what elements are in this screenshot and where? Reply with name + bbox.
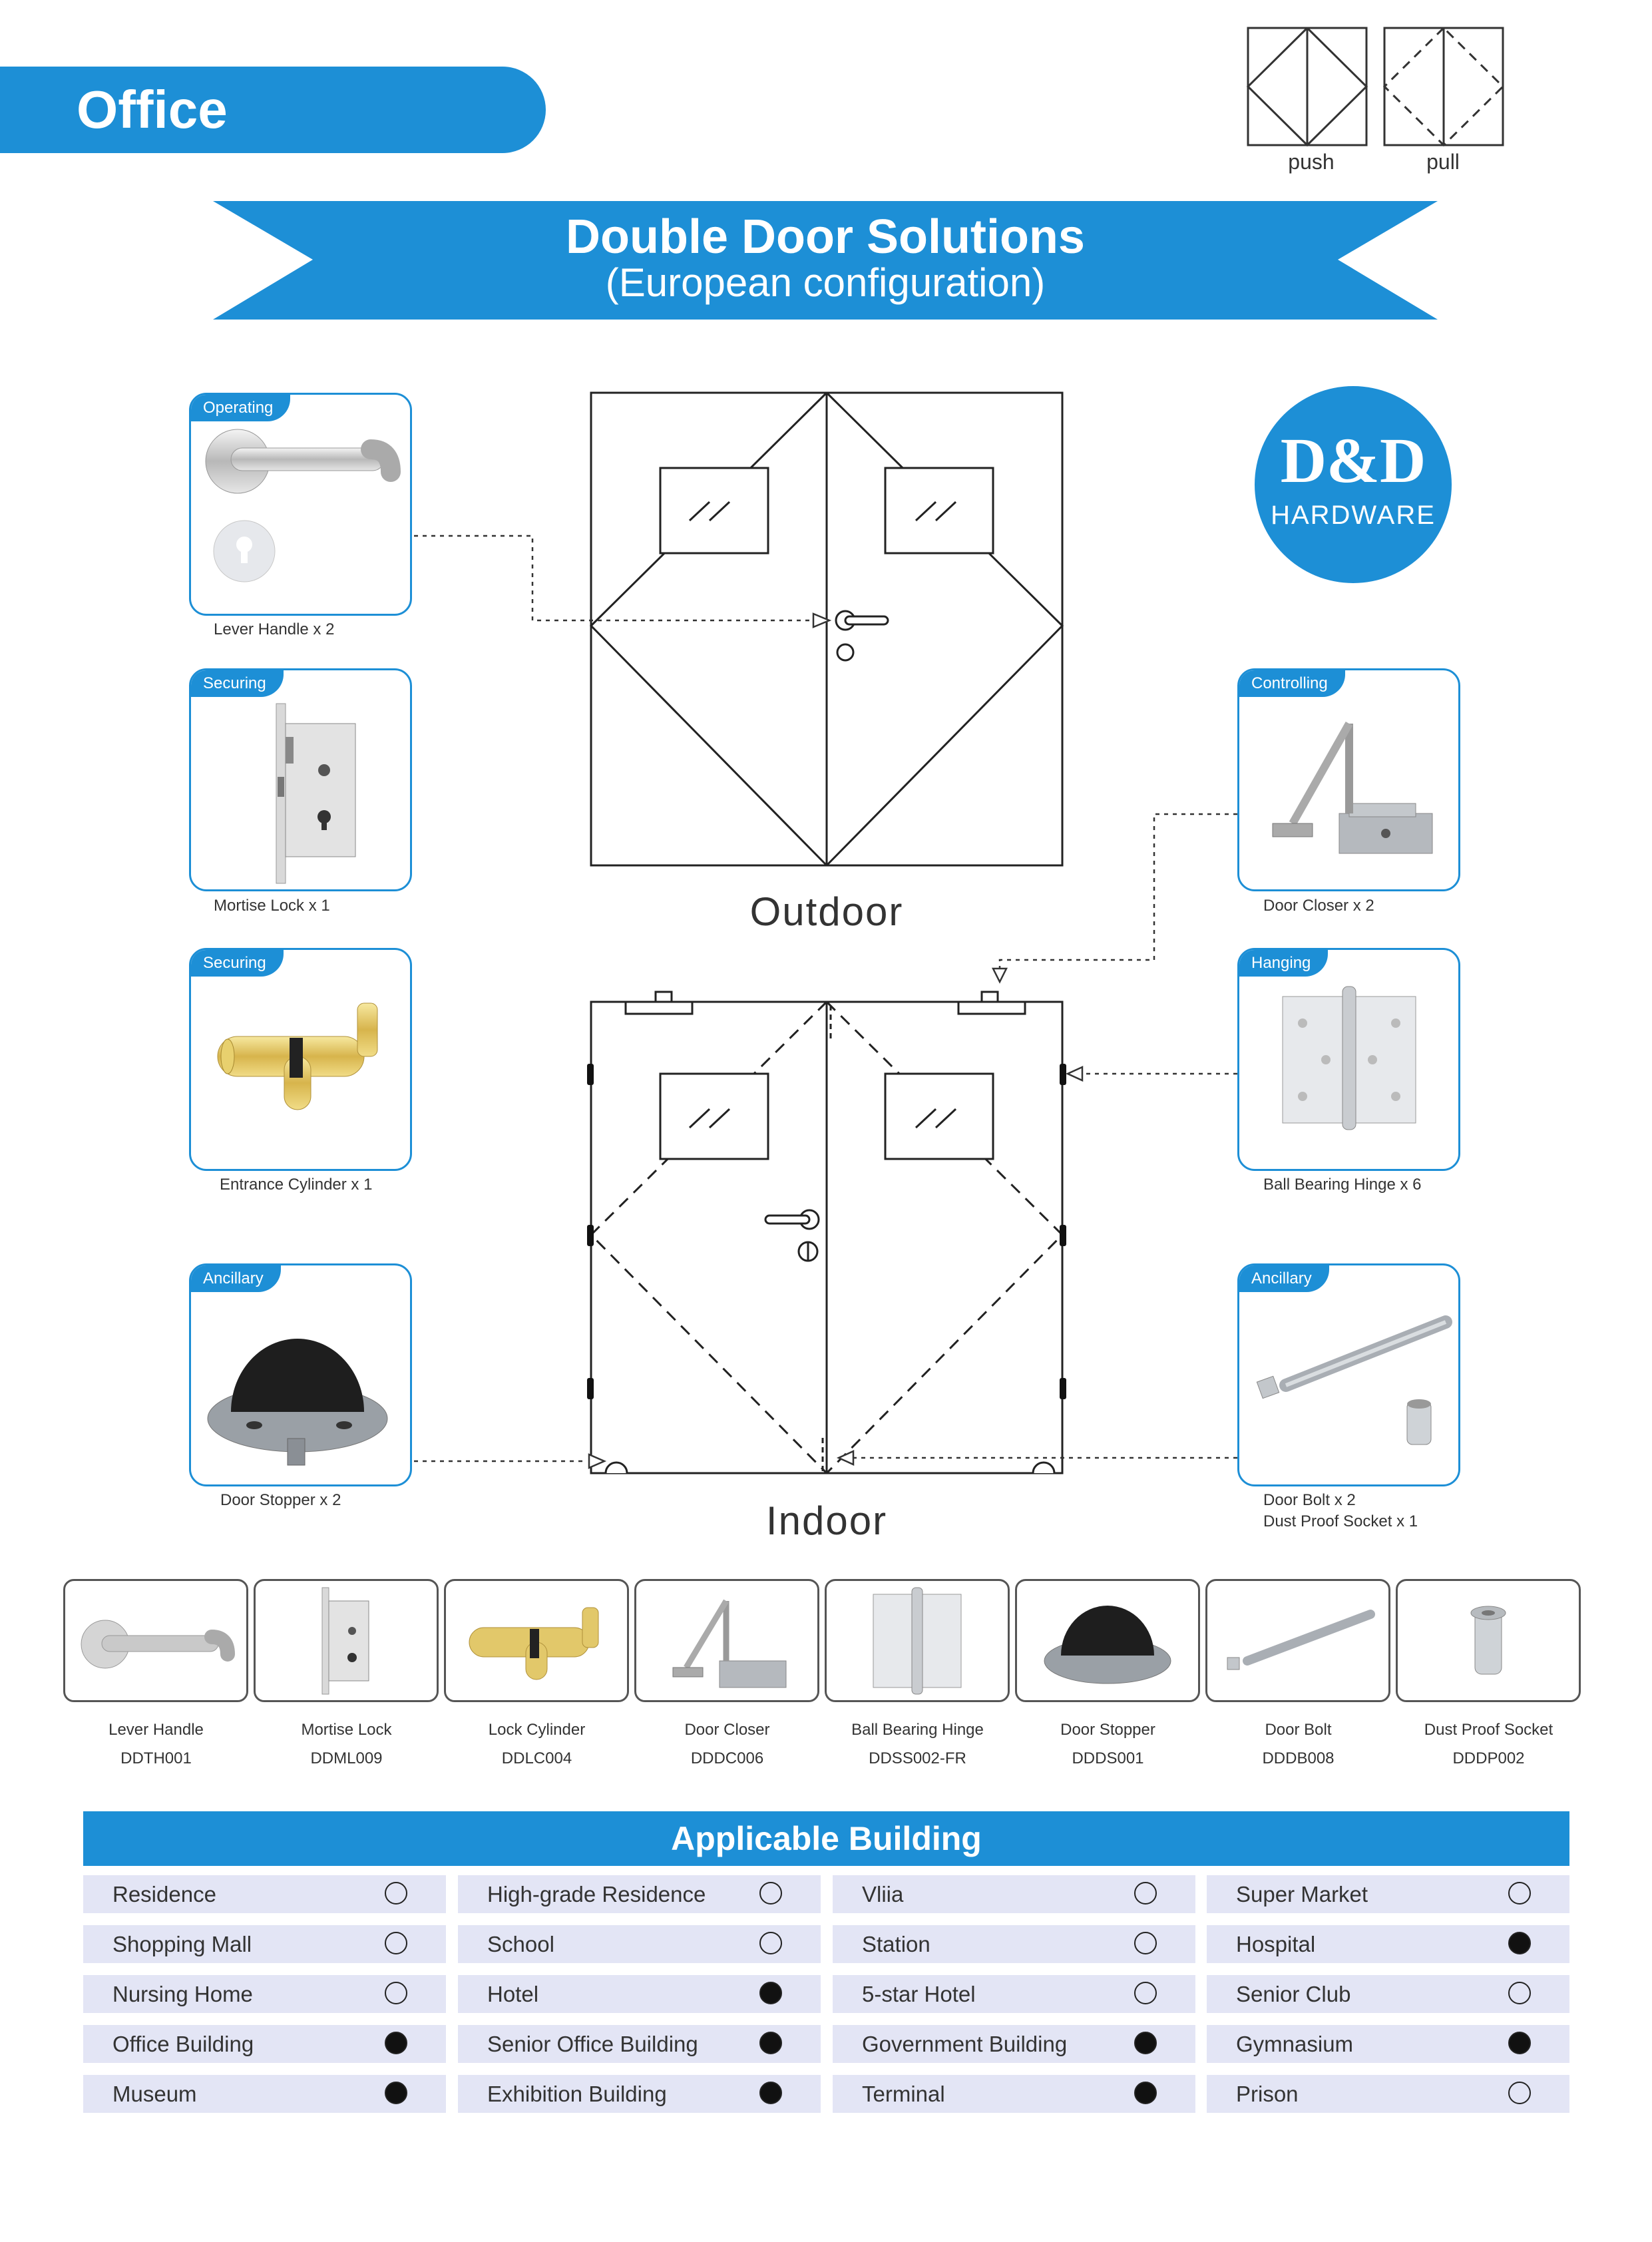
product-name: Dust Proof Socket bbox=[1424, 1721, 1553, 1739]
building-cell bbox=[1207, 1925, 1569, 1963]
brand-logo bbox=[1255, 386, 1452, 583]
product-card-door-bolt bbox=[1205, 1579, 1390, 1702]
card-door-closer bbox=[1237, 668, 1460, 891]
brand-name: D&D bbox=[1280, 425, 1426, 496]
building-cell bbox=[458, 2025, 821, 2063]
card-entrance-cylinder bbox=[189, 948, 412, 1171]
building-cell bbox=[1207, 1975, 1569, 2013]
card-ball-bearing-hinge bbox=[1237, 948, 1460, 1171]
applicable-indicator bbox=[759, 1932, 782, 1954]
building-label: Senior Office Building bbox=[487, 2032, 698, 2056]
building-cell bbox=[458, 1875, 821, 1913]
lever-handle-icon bbox=[191, 421, 410, 614]
applicable-indicator bbox=[759, 1882, 782, 1905]
building-cell bbox=[833, 2075, 1195, 2113]
lever-handle-icon bbox=[65, 1581, 246, 1700]
applicable-indicator bbox=[385, 1982, 407, 2004]
product-card-mortise-lock bbox=[254, 1579, 439, 1702]
brand-subtitle: HARDWARE bbox=[1271, 501, 1436, 530]
applicable-indicator bbox=[1508, 2082, 1531, 2104]
card-door-bolt bbox=[1237, 1263, 1460, 1486]
card-tag: Hanging bbox=[1239, 950, 1328, 977]
applicable-indicator bbox=[385, 1932, 407, 1954]
building-cell bbox=[833, 2025, 1195, 2063]
building-label: Terminal bbox=[862, 2082, 945, 2106]
building-label: Office Building bbox=[112, 2032, 254, 2056]
building-label: Station bbox=[862, 1932, 930, 1956]
building-label: Residence bbox=[112, 1882, 216, 1906]
indoor-label: Indoor bbox=[765, 1498, 888, 1543]
card-caption: Ball Bearing Hinge x 6 bbox=[1263, 1176, 1422, 1194]
building-cell bbox=[833, 1875, 1195, 1913]
page-title: Office bbox=[0, 67, 546, 153]
product-code: DDTH001 bbox=[120, 1749, 192, 1767]
applicable-indicator bbox=[1508, 2032, 1531, 2054]
product-card-ball-bearing-hinge bbox=[825, 1579, 1010, 1702]
applicable-indicator bbox=[759, 2082, 782, 2104]
indoor-door bbox=[591, 992, 1062, 1473]
building-cell bbox=[83, 2075, 446, 2113]
applicable-indicator bbox=[1134, 1882, 1157, 1905]
product-code: DDDB008 bbox=[1262, 1749, 1335, 1767]
card-tag: Operating bbox=[191, 395, 290, 421]
building-cell bbox=[83, 1925, 446, 1963]
product-code: DDDC006 bbox=[690, 1749, 764, 1767]
card-mortise-lock bbox=[189, 668, 412, 891]
product-card-dust-proof-socket bbox=[1396, 1579, 1581, 1702]
leader-arrowheads bbox=[589, 614, 1082, 1468]
mortise-lock-icon bbox=[191, 697, 410, 890]
pull-symbol bbox=[1384, 28, 1503, 145]
building-label: Museum bbox=[112, 2082, 197, 2106]
applicable-indicator bbox=[1508, 1982, 1531, 2004]
door-closer-icon bbox=[636, 1581, 817, 1700]
building-label: Senior Club bbox=[1236, 1982, 1351, 2006]
building-label: Hospital bbox=[1236, 1932, 1316, 1956]
banner-subtitle: (European configuration) bbox=[605, 260, 1046, 305]
building-cell bbox=[458, 1925, 821, 1963]
applicable-indicator bbox=[1134, 2082, 1157, 2104]
card-tag: Controlling bbox=[1239, 670, 1345, 697]
building-label: School bbox=[487, 1932, 554, 1956]
building-label: Prison bbox=[1236, 2082, 1299, 2106]
product-code: DDML009 bbox=[310, 1749, 383, 1767]
building-label: Super Market bbox=[1236, 1882, 1368, 1906]
cylinder-icon bbox=[191, 977, 410, 1170]
building-label: Hotel bbox=[487, 1982, 539, 2006]
card-caption: Entrance Cylinder x 1 bbox=[220, 1176, 373, 1194]
pull-label: pull bbox=[1426, 150, 1460, 174]
applicable-building-title: Applicable Building bbox=[83, 1811, 1569, 1866]
building-cell bbox=[1207, 2075, 1569, 2113]
building-cell bbox=[1207, 1875, 1569, 1913]
door-closer-icon bbox=[1239, 697, 1458, 890]
push-symbol bbox=[1248, 28, 1366, 145]
product-code: DDDP002 bbox=[1452, 1749, 1525, 1767]
card-caption-secondary: Dust Proof Socket x 1 bbox=[1263, 1512, 1418, 1530]
card-tag: Securing bbox=[191, 670, 284, 697]
push-label: push bbox=[1288, 150, 1335, 174]
applicable-indicator bbox=[1134, 1932, 1157, 1954]
product-name: Mortise Lock bbox=[301, 1721, 392, 1739]
card-door-stopper bbox=[189, 1263, 412, 1486]
door-stopper-icon bbox=[1017, 1581, 1198, 1700]
building-label: High-grade Residence bbox=[487, 1882, 706, 1906]
outdoor-door bbox=[591, 393, 1062, 865]
applicable-indicator bbox=[759, 1982, 782, 2004]
building-label: Gymnasium bbox=[1236, 2032, 1354, 2056]
applicable-indicator bbox=[1134, 2032, 1157, 2054]
hinge-icon bbox=[827, 1581, 1008, 1700]
door-bolt-icon bbox=[1239, 1292, 1458, 1485]
building-label: 5-star Hotel bbox=[862, 1982, 976, 2006]
card-caption: Lever Handle x 2 bbox=[214, 620, 335, 638]
card-tag: Ancillary bbox=[1239, 1265, 1329, 1292]
banner-title: Double Door Solutions bbox=[566, 210, 1085, 264]
product-name: Door Bolt bbox=[1265, 1721, 1332, 1739]
product-code: DDSS002-FR bbox=[869, 1749, 966, 1767]
building-label: Government Building bbox=[862, 2032, 1068, 2056]
product-code: DDLC004 bbox=[501, 1749, 572, 1767]
building-cell bbox=[1207, 2025, 1569, 2063]
applicable-indicator bbox=[385, 2032, 407, 2054]
building-cell bbox=[833, 1925, 1195, 1963]
building-label: Exhibition Building bbox=[487, 2082, 667, 2106]
mortise-lock-icon bbox=[256, 1581, 437, 1700]
building-cell bbox=[83, 1975, 446, 2013]
card-caption: Door Bolt x 2 bbox=[1263, 1491, 1356, 1509]
building-cell bbox=[458, 1975, 821, 2013]
door-bolt-icon bbox=[1207, 1581, 1388, 1700]
applicable-indicator bbox=[1508, 1932, 1531, 1954]
building-cell bbox=[458, 2075, 821, 2113]
applicable-indicator bbox=[385, 1882, 407, 1905]
product-card-door-stopper bbox=[1015, 1579, 1200, 1702]
product-name: Lock Cylinder bbox=[488, 1721, 586, 1739]
product-code: DDDS001 bbox=[1072, 1749, 1144, 1767]
card-tag: Securing bbox=[191, 950, 284, 977]
product-name: Ball Bearing Hinge bbox=[851, 1721, 984, 1739]
dust-socket-icon bbox=[1398, 1581, 1579, 1700]
hinge-icon bbox=[1239, 977, 1458, 1170]
product-name: Lever Handle bbox=[108, 1721, 204, 1739]
building-label: Shopping Mall bbox=[112, 1932, 252, 1956]
card-lever-handle bbox=[189, 393, 412, 616]
card-tag: Ancillary bbox=[191, 1265, 281, 1292]
door-stopper-icon bbox=[191, 1292, 410, 1485]
applicable-indicator bbox=[759, 2032, 782, 2054]
card-caption: Door Stopper x 2 bbox=[220, 1491, 341, 1509]
building-label: Vliia bbox=[862, 1882, 904, 1906]
product-card-door-closer bbox=[634, 1579, 819, 1702]
product-card-lock-cylinder bbox=[444, 1579, 629, 1702]
cylinder-icon bbox=[446, 1581, 627, 1700]
product-card-lever-handle bbox=[63, 1579, 248, 1702]
applicable-indicator bbox=[1508, 1882, 1531, 1905]
product-name: Door Closer bbox=[684, 1721, 770, 1739]
card-caption: Door Closer x 2 bbox=[1263, 897, 1374, 915]
building-cell bbox=[833, 1975, 1195, 2013]
building-cell bbox=[83, 2025, 446, 2063]
applicable-indicator bbox=[385, 2082, 407, 2104]
card-caption: Mortise Lock x 1 bbox=[214, 897, 330, 915]
building-label: Nursing Home bbox=[112, 1982, 253, 2006]
outdoor-label: Outdoor bbox=[749, 889, 904, 934]
building-cell bbox=[83, 1875, 446, 1913]
product-name: Door Stopper bbox=[1060, 1721, 1155, 1739]
applicable-indicator bbox=[1134, 1982, 1157, 2004]
